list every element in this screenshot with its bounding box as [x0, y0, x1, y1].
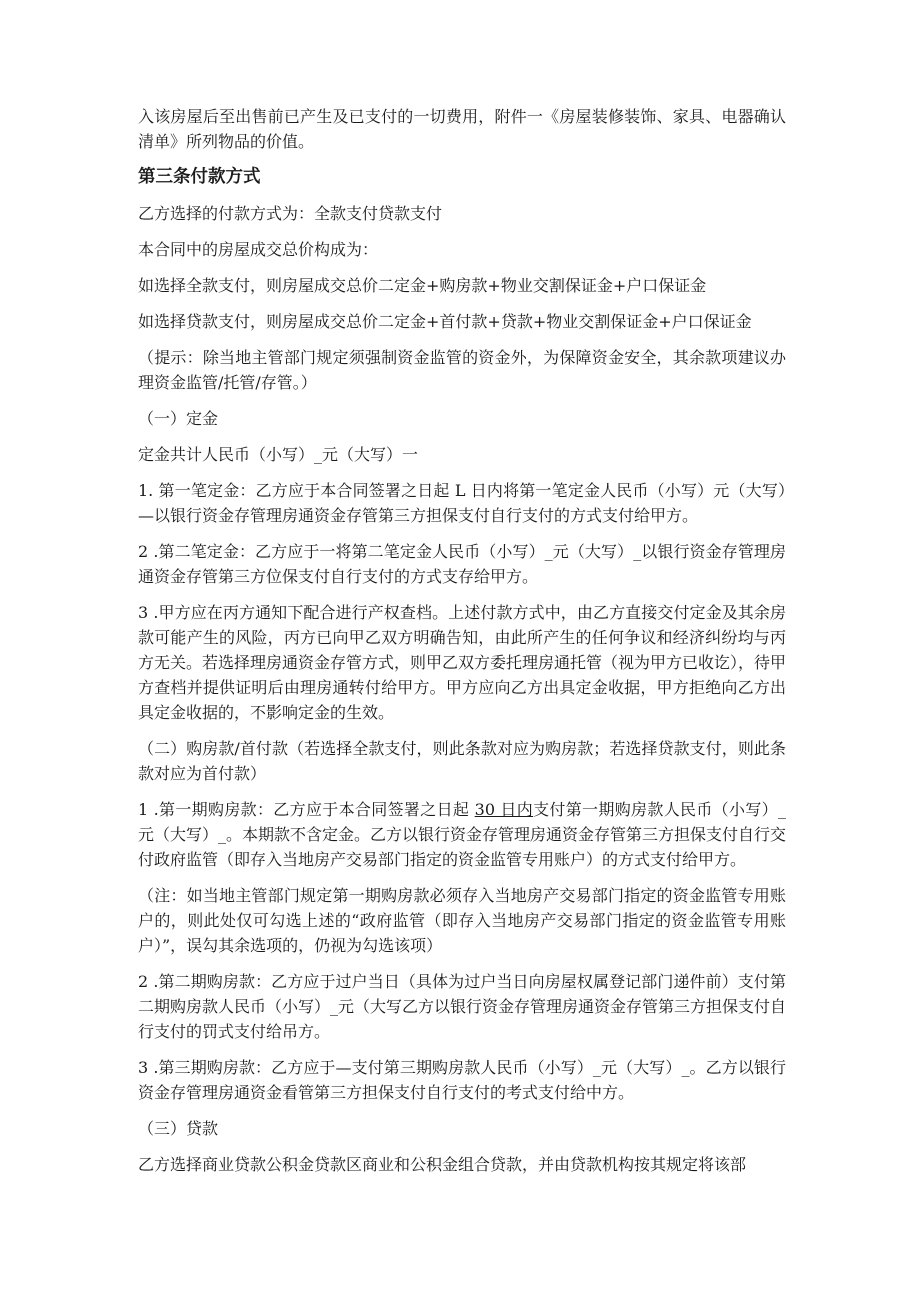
paragraph-purchase-3: 3 .第三期购房款：乙方应于—支付第三期购房款人民币（小写）_元（大写）_。乙方以银行资金存管理房通资金看管第三方担保支付自行支付的考式支付给中方。: [138, 1058, 786, 1102]
paragraph-loan-payment: 如选择贷款支付，则房屋成交总价二定金+首付款+贷款+物业交割保证金+户口保证金: [138, 312, 752, 331]
section-loan-heading: （三）贷款: [138, 1119, 219, 1138]
paragraph-deposit-1: 1. 第一笔定金：乙方应于本合同签署之日起 L 日内将第一笔定金人民币（小写）元（大写）—以银行资金存管理房通资金存管第三方担保支付自行支付的方式支付给甲方。: [138, 481, 786, 525]
purchase-1-text-pre: 1 .第一期购房款：乙方应于本合同签署之日起: [138, 800, 475, 819]
document-page: [138, 104, 786, 1177]
section-purchase-heading: （二）购房款/首付款（若选择全款支付，则此条款对应为购房款；若选择贷款支付，则此条款对应为首付款）: [138, 739, 786, 783]
article-3-heading: 第三条付款方式: [138, 167, 261, 187]
paragraph-intro: 入该房屋后至出售前已产生及已支付的一切费用，附件一《房屋装修装饰、家具、电器确认清单》所列物品的价值。: [138, 107, 786, 151]
paragraph-tip: （提示：除当地主管部门规定须强制资金监管的资金外，为保障资金安全，其余款项建议办理资金监管/托管/存管。）: [138, 348, 786, 392]
paragraph-loan-text: 乙方选择商业贷款公积金贷款区商业和公积金组合贷款，并由贷款机构按其规定将该部: [138, 1155, 747, 1174]
paragraph-deposit-2: 2 .第二笔定金：乙方应于一将第二笔定金人民币（小写）_元（大写）_以银行资金存管理房通资金存管第三方位保支付自行支付的方式支存给甲方。: [138, 542, 786, 586]
paragraph-deposit-total: 定金共计人民币（小写）_元（大写）一: [138, 445, 419, 464]
paragraph-payment-choice: 乙方选择的付款方式为：全款支付贷款支付: [138, 204, 443, 223]
paragraph-purchase-1: [138, 797, 786, 872]
paragraph-deposit-3: 3 .甲方应在丙方通知下配合进行产权查档。上述付款方式中，由乙方直接交付定金及其余房款可能产生的风险，丙方已向甲乙双方明确告知，由此所产生的任何争议和经济纠纷均与丙方无关。若选择理房通资金存管方式，则甲乙双方委托理房通托管（视为甲方已收讫），待甲方查档并提供证明后由理房通转付给甲方。甲方应向乙方出具定金收据，甲方拒绝向乙方出具定金收据的，不影响定金的生效。: [138, 603, 787, 722]
paragraph-total-price: 本合同中的房屋成交总价构成为：: [138, 240, 379, 259]
paragraph-full-payment: 如选择全款支付，则房屋成交总价二定金+购房款+物业交割保证金+户口保证金: [138, 276, 707, 295]
section-deposit-heading: （一）定金: [138, 409, 219, 428]
purchase-1-text-post: 支付第一期购房款人民币（小写）_元（大写）_。本期款不含定金。乙方以银行资金存管理房通资金存管第三方担保支付自行交付政府监管（即存入当地房产交易部门指定的资金监管专用账户）的方式支付给甲方。: [138, 800, 787, 869]
paragraph-purchase-2: 2 .第二期购房款：乙方应于过户当日（具体为过户当日向房屋权属登记部门递件前）支付第二期购房款人民币（小写）_元（大写乙方以银行资金存管理房通资金存管第三方担保支付自行支付的罚式支付给吊方。: [138, 972, 787, 1041]
purchase-1-underlined-term: 30 日内: [474, 800, 534, 819]
paragraph-note: （注：如当地主管部门规定第一期购房款必须存入当地房产交易部门指定的资金监管专用账户的，则此处仅可勾选上述的“政府监管（即存入当地房产交易部门指定的资金监管专用账户）”，误勾其余选项的，仍视为勾选该项）: [138, 886, 786, 955]
